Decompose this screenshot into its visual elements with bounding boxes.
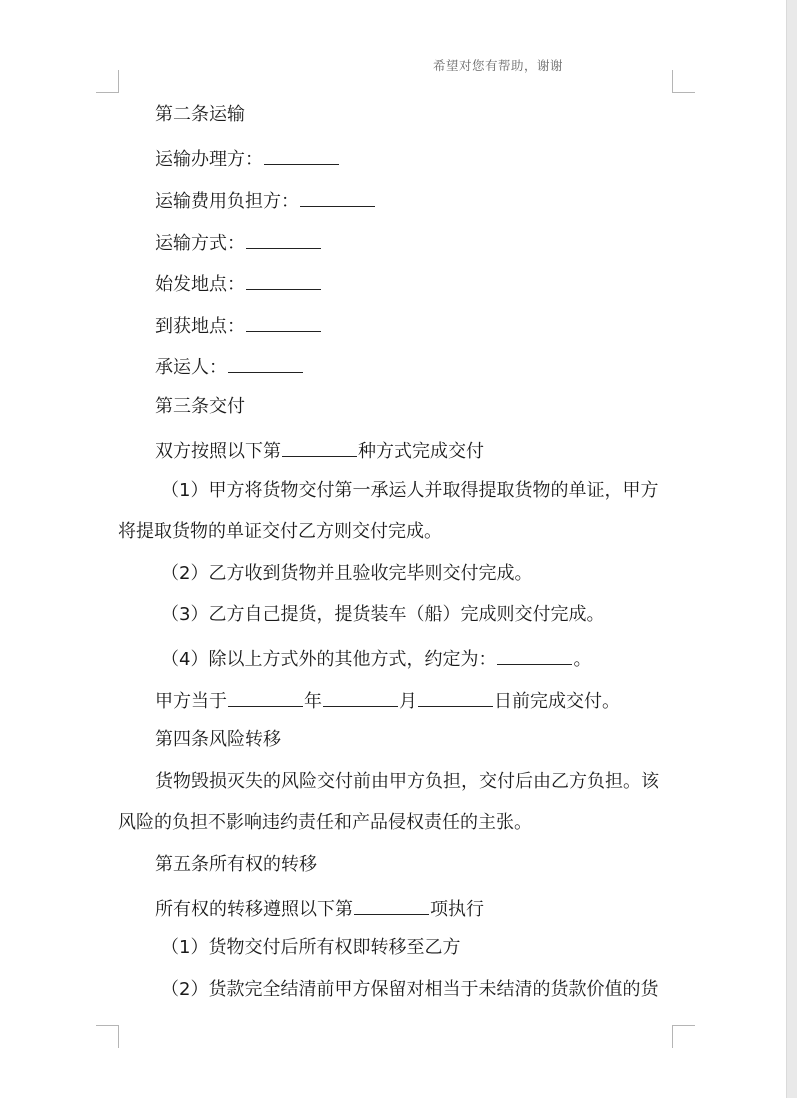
crop-mark-top-right-v xyxy=(672,70,673,93)
article-3-intro-post: 种方式完成交付 xyxy=(358,441,484,462)
delivery-date-pre: 甲方当于 xyxy=(155,691,227,712)
delivery-date-post: 日前完成交付。 xyxy=(494,691,620,712)
fill-blank[interactable] xyxy=(354,896,429,915)
page-header: 希望对您有帮助，谢谢 xyxy=(433,58,564,73)
article-5-intro-pre: 所有权的转移遵照以下第 xyxy=(155,899,353,920)
article-3-option-1-text-b: 将提取货物的单证交付乙方则交付完成。 xyxy=(118,521,442,542)
field-origin xyxy=(155,271,322,293)
field-carrier-label: 承运人： xyxy=(155,357,227,378)
article-5-option-2 xyxy=(161,979,658,1001)
article-3-option-1-line-2 xyxy=(118,521,442,543)
article-5-title-text: 第五条所有权的转移 xyxy=(155,854,317,875)
fill-blank[interactable] xyxy=(282,438,357,457)
fill-blank[interactable] xyxy=(246,230,321,249)
article-3-option-4-pre: （4）除以上方式外的其他方式，约定为： xyxy=(161,649,497,670)
article-3-option-4-post: 。 xyxy=(573,649,592,670)
fill-blank[interactable] xyxy=(246,313,321,332)
field-carrier xyxy=(155,354,304,376)
crop-mark-bottom-left-v xyxy=(118,1025,119,1048)
fill-blank-month[interactable] xyxy=(323,688,398,707)
article-3-delivery-date xyxy=(155,688,620,710)
article-4-body-line-2 xyxy=(118,812,532,834)
field-origin-label: 始发地点： xyxy=(155,274,245,295)
article-3-option-4 xyxy=(161,646,591,668)
article-5-intro xyxy=(155,896,484,918)
article-5-option-2-text: （2）货款完全结清前甲方保留对相当于未结清的货款价值的货 xyxy=(161,979,659,1000)
fill-blank[interactable] xyxy=(497,646,572,665)
field-cost-bearer-label: 运输费用负担方： xyxy=(155,191,299,212)
article-3-option-3-text: （3）乙方自己提货，提货装车（船）完成则交付完成。 xyxy=(161,604,605,625)
article-3-option-1-line-1 xyxy=(161,480,658,502)
fill-blank-year[interactable] xyxy=(228,688,303,707)
article-3-option-2-text: （2）乙方收到货物并且验收完毕则交付完成。 xyxy=(161,563,533,584)
article-4-title-text: 第四条风险转移 xyxy=(155,729,281,750)
article-3-title xyxy=(155,396,245,418)
crop-mark-bottom-right-v xyxy=(672,1025,673,1048)
article-3-option-1-text-a: （1）甲方将货物交付第一承运人并取得提取货物的单证，甲方 xyxy=(161,480,659,501)
fill-blank[interactable] xyxy=(228,354,303,373)
crop-mark-bottom-left-h xyxy=(96,1025,119,1026)
delivery-date-month: 月 xyxy=(399,691,417,712)
field-destination-label: 到获地点： xyxy=(155,316,245,337)
article-3-intro xyxy=(155,438,484,460)
article-2-title-text: 第二条运输 xyxy=(155,104,245,125)
fill-blank[interactable] xyxy=(300,188,375,207)
fill-blank-day[interactable] xyxy=(418,688,493,707)
field-transport-method-label: 运输方式： xyxy=(155,233,245,254)
article-3-intro-pre: 双方按照以下第 xyxy=(155,441,281,462)
article-5-option-1 xyxy=(161,937,460,959)
fill-blank[interactable] xyxy=(264,146,339,165)
article-3-title-text: 第三条交付 xyxy=(155,396,245,417)
field-carrier-handler-label: 运输办理方： xyxy=(155,149,263,170)
crop-mark-top-right-h xyxy=(672,92,695,93)
article-4-title xyxy=(155,729,281,751)
fill-blank[interactable] xyxy=(246,271,321,290)
field-carrier-handler xyxy=(155,146,340,168)
field-transport-method xyxy=(155,230,322,252)
field-destination xyxy=(155,313,322,335)
article-3-option-3 xyxy=(161,604,604,626)
field-cost-bearer xyxy=(155,188,376,210)
article-5-option-1-text: （1）货物交付后所有权即转移至乙方 xyxy=(161,937,461,958)
crop-mark-bottom-right-h xyxy=(672,1025,695,1026)
article-4-body-text-a: 货物毁损灭失的风险交付前由甲方负担，交付后由乙方负担。该 xyxy=(155,771,659,792)
article-4-body-line-1 xyxy=(155,771,659,793)
article-4-body-text-b: 风险的负担不影响违约责任和产品侵权责任的主张。 xyxy=(118,812,532,833)
article-3-option-2 xyxy=(161,563,532,585)
article-5-intro-post: 项执行 xyxy=(430,899,484,920)
crop-mark-top-left-v xyxy=(118,70,119,93)
delivery-date-year: 年 xyxy=(304,691,322,712)
article-2-title xyxy=(155,104,245,126)
article-5-title xyxy=(155,854,317,876)
window-edge-scrollbar[interactable] xyxy=(786,0,797,1098)
crop-mark-top-left-h xyxy=(96,92,119,93)
